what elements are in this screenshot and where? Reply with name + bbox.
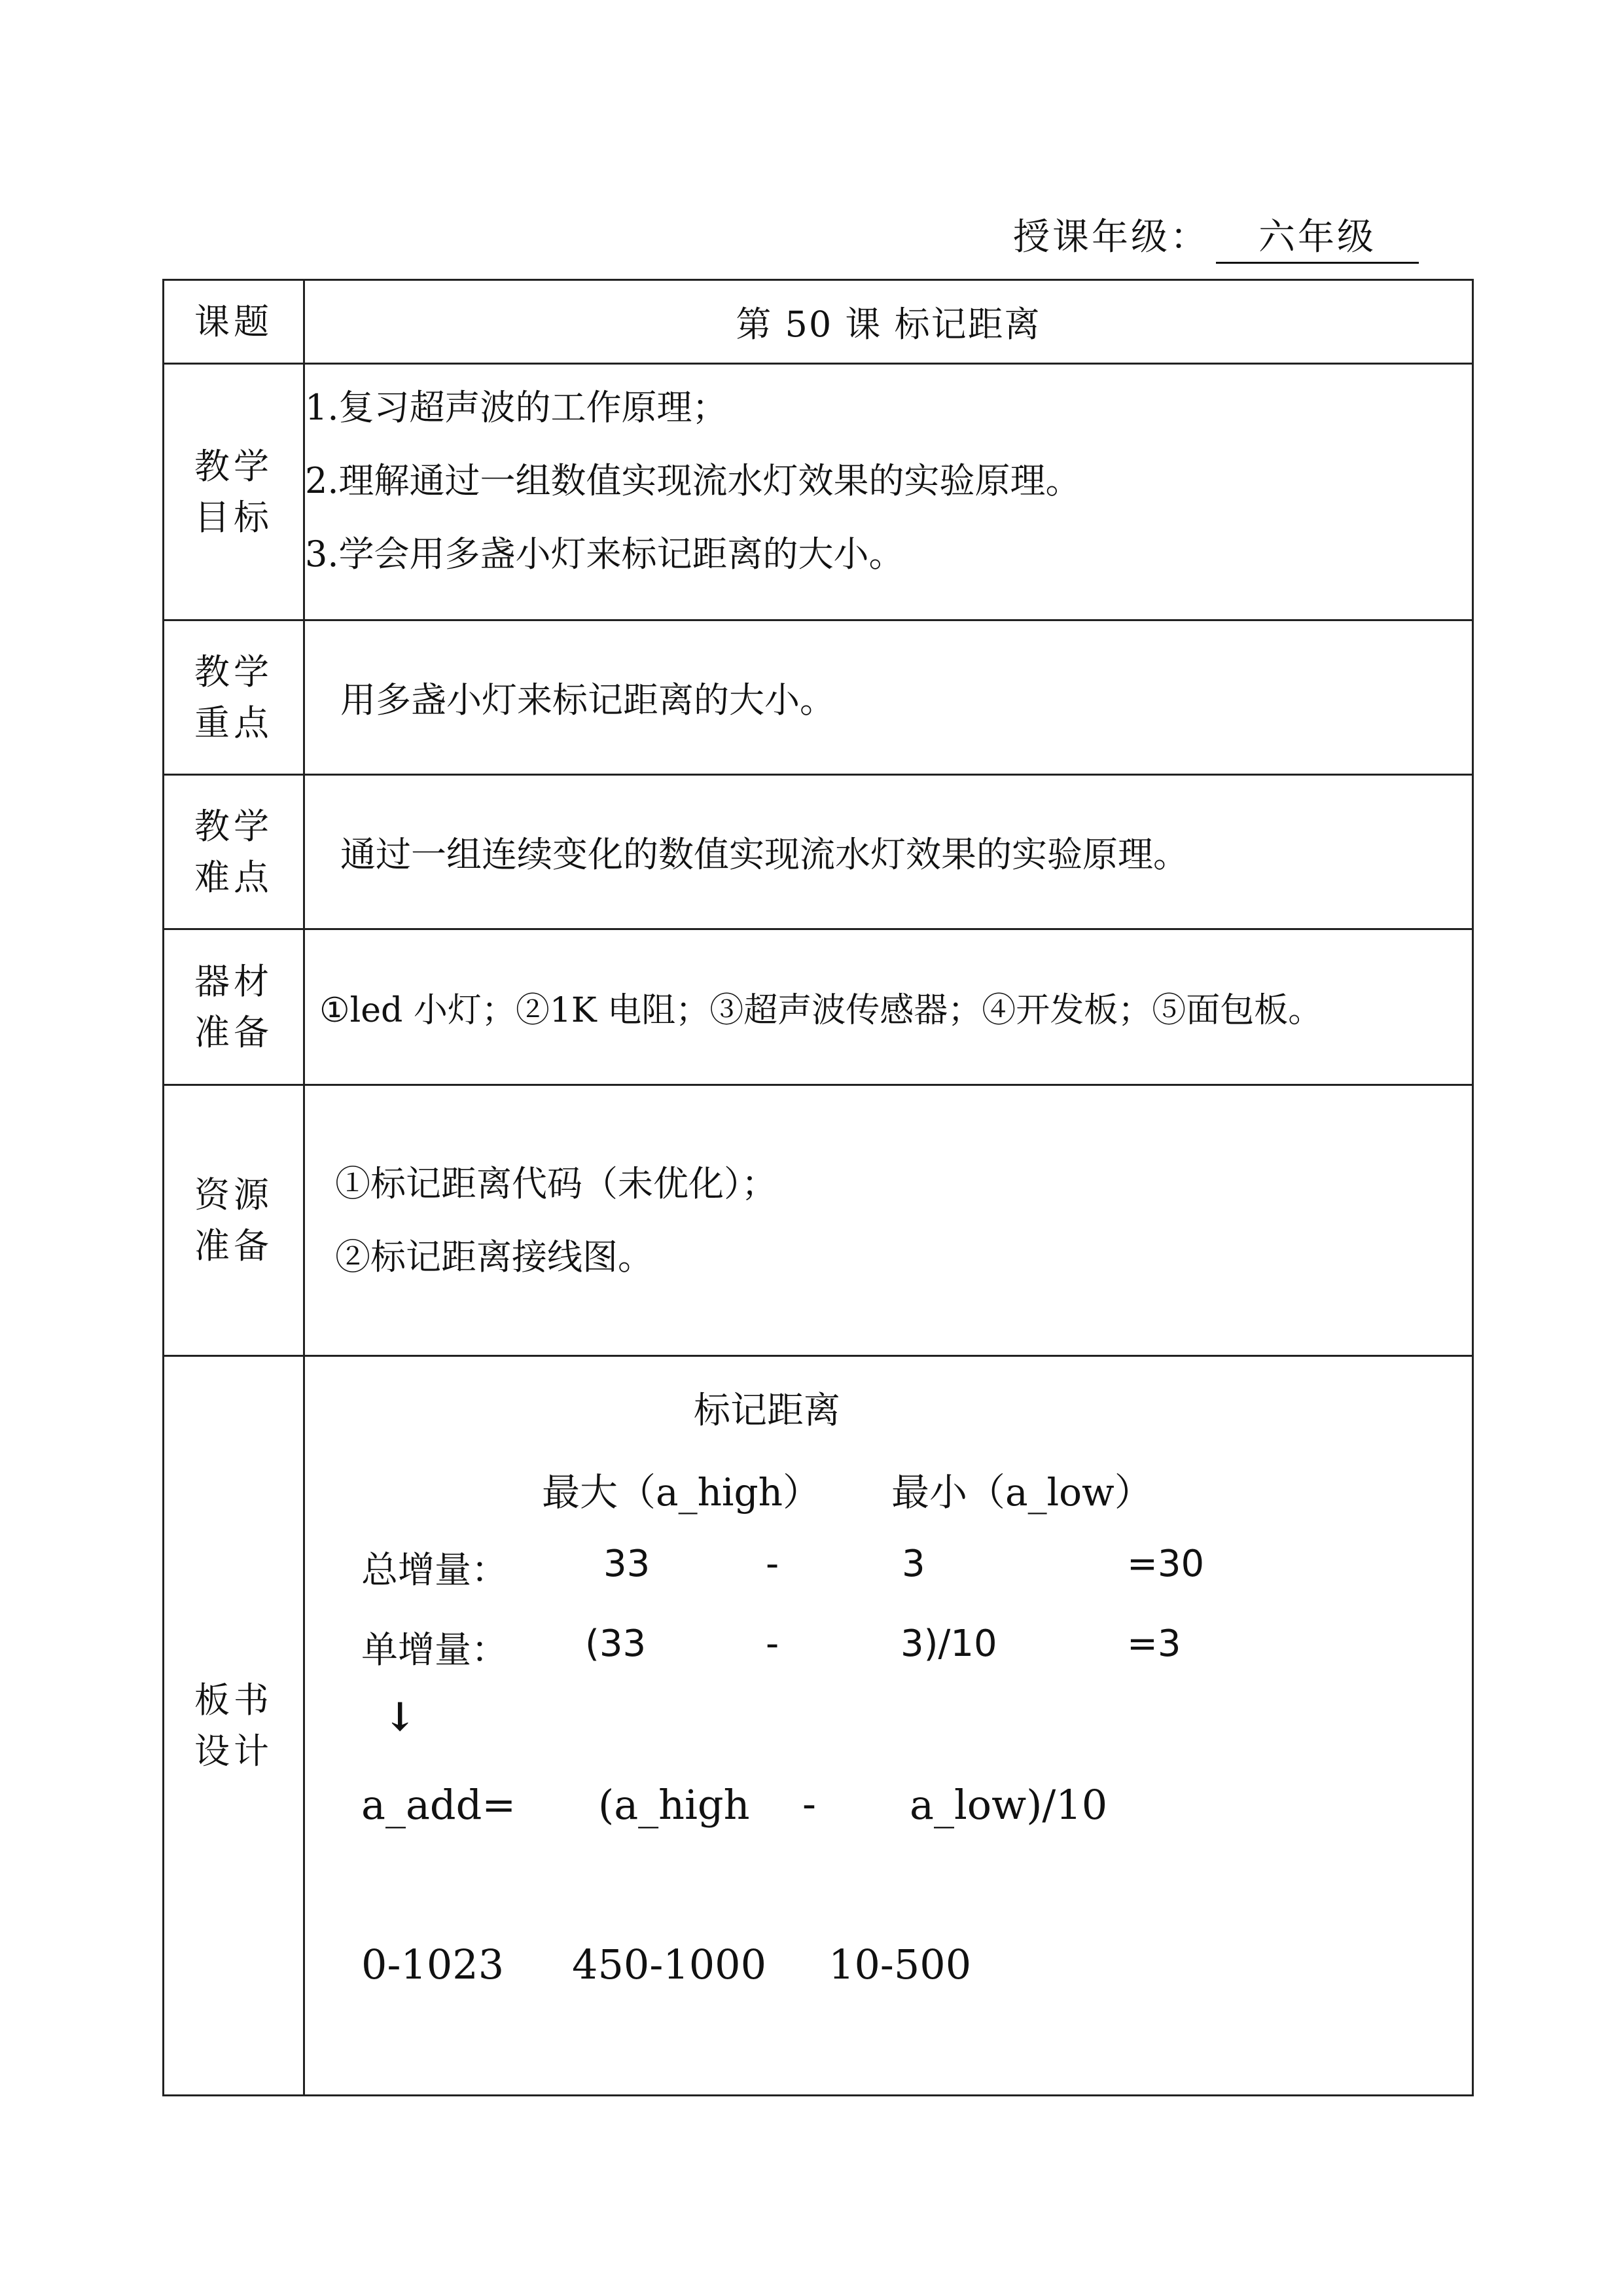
label-board: 板书 设计 <box>164 1356 304 2096</box>
row-resources <box>164 1085 1473 1356</box>
total-result: =30 <box>1127 1543 1205 1585</box>
goal-item: 2.理解通过一组数值实现流水灯效果的实验原理。 <box>305 460 1081 501</box>
row-difficulties <box>164 775 1473 929</box>
range-3: 10-500 <box>829 1941 972 1988</box>
range-1: 0-1023 <box>361 1941 505 1988</box>
unit-b: 3)/10 <box>901 1623 997 1665</box>
row-key-points <box>164 620 1473 775</box>
total-minus: - <box>766 1543 779 1585</box>
row-goals <box>164 364 1473 620</box>
goals-list <box>304 364 1473 620</box>
formula-a: (a_high <box>598 1781 750 1829</box>
label-goals: 教学 目标 <box>164 364 304 620</box>
resource-item: ①标记距离代码（未优化）； <box>335 1162 777 1204</box>
resource-item: ②标记距离接线图。 <box>335 1236 653 1278</box>
label-difficulties: 教学 难点 <box>164 775 304 929</box>
label-resources: 资源 准备 <box>164 1085 304 1356</box>
range-2: 450-1000 <box>572 1941 767 1988</box>
unit-minus: - <box>766 1623 779 1665</box>
grade-line <box>1013 208 1419 264</box>
grade-label: 授课年级： <box>1013 216 1209 259</box>
row-board <box>164 1356 1473 2096</box>
row-topic <box>164 280 1473 364</box>
difficulties-value: 通过一组连续变化的数值实现流水灯效果的实验原理。 <box>340 834 1188 875</box>
formula-lhs: a_add= <box>361 1781 516 1829</box>
board-title: 标记距离 <box>694 1390 840 1432</box>
lesson-plan-table <box>162 279 1474 2096</box>
unit-a: (33 <box>585 1623 647 1665</box>
board-design <box>304 1356 1473 2096</box>
grade-value: 六年级 <box>1216 208 1419 264</box>
label-key-points: 教学 重点 <box>164 620 304 775</box>
row-materials <box>164 929 1473 1085</box>
total-label: 总增量： <box>361 1549 508 1592</box>
goal-item: 3.学会用多盏小灯来标记距离的大小。 <box>305 533 904 575</box>
key-points-value: 用多盏小灯来标记距离的大小。 <box>340 679 835 721</box>
label-materials: 器材 准备 <box>164 929 304 1085</box>
formula-minus: - <box>802 1780 816 1827</box>
materials-value: ①led 小灯；②1K 电阻；③超声波传感器；④开发板；⑤面包板。 <box>319 991 1323 1030</box>
formula-b: a_low)/10 <box>910 1781 1108 1829</box>
label-topic: 课题 <box>164 280 304 364</box>
max-label: 最大（a_high） <box>542 1470 821 1515</box>
unit-result: =3 <box>1127 1623 1181 1665</box>
total-a: 33 <box>603 1543 651 1585</box>
total-b: 3 <box>902 1543 925 1585</box>
unit-label: 单增量： <box>361 1629 508 1672</box>
goal-item: 1.复习超声波的工作原理； <box>305 387 728 428</box>
topic-value: 第 50 课 标记距离 <box>304 280 1473 364</box>
min-label: 最小（a_low） <box>891 1470 1152 1515</box>
arrow-down-icon: ↓ <box>383 1695 417 1740</box>
